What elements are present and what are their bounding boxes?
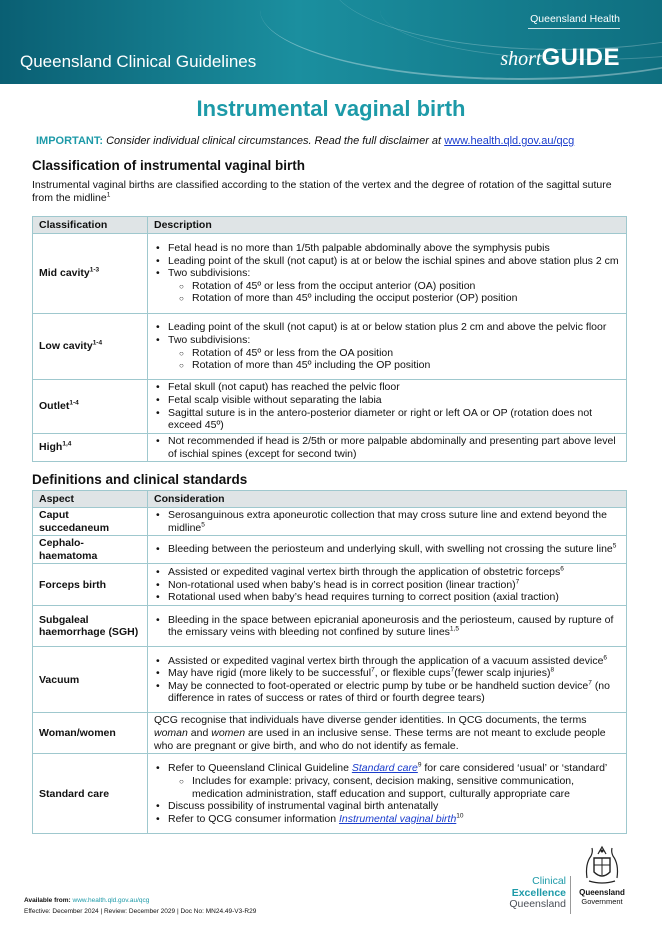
clinical-excellence-logo xyxy=(500,876,566,911)
short-guide-logo xyxy=(500,44,620,72)
queensland-government-logo xyxy=(576,844,628,906)
list-item: • May have rigid (more likely to be successful$^7$, or flexible cups$^7$(fewer scalp injuries)$^8$ xyxy=(154,667,620,680)
definitions-heading: Definitions and clinical standards xyxy=(32,472,248,487)
list-item: • Discuss possibility of instrumental vaginal birth antenatally xyxy=(154,800,620,813)
list-item: • Serosanguinous extra aponeurotic collection that may cross suture line and extend beyond the midline$^5$ xyxy=(154,509,620,534)
table-header-row xyxy=(33,491,627,508)
row-label: Mid cavity$^{1-3}$ xyxy=(33,234,148,314)
row-label: High$^{1,4}$ xyxy=(33,434,148,462)
list-item: • May be connected to foot-operated or electric pump by tube or be handheld suction device$^7$ (no difference in rates of success or rates of third or fourth degree tears) xyxy=(154,680,620,705)
table-row xyxy=(33,713,627,754)
row-description: QCG recognise that individuals have diverse gender identities. In QCG documents, the terms woman and women are used in an inclusive sense. These terms are not meant to exclude people who are pregnant or give birth, and who do not identify as female. xyxy=(148,713,627,754)
sub-list-item: ○ Includes for example: privacy, consent, decision making, sensitive communication, medication administration, staff education and support, culturally appropriate care xyxy=(178,775,620,800)
row-description xyxy=(148,234,627,314)
row-description xyxy=(148,754,627,834)
standard-care-link[interactable]: Standard care xyxy=(351,762,418,775)
table-row xyxy=(33,380,627,434)
table-row xyxy=(33,754,627,834)
column-header: Description xyxy=(148,217,627,234)
sub-list-item: ○ Rotation of 45º or less from the OA position xyxy=(178,347,620,360)
row-description xyxy=(148,314,627,380)
list-item: • Rotational used when baby’s head requires turning to correct position (axial traction) xyxy=(154,591,620,604)
intro-text: Instrumental vaginal births are classified according to the station of the vertex and the degree of rotation of the sagittal suture from the midline xyxy=(32,179,612,204)
list-item: • Refer to QCG consumer information Instrumental vaginal birth$^{10}$ xyxy=(154,813,620,826)
table-row xyxy=(33,234,627,314)
program-name: Queensland Clinical Guidelines xyxy=(20,52,257,71)
footer xyxy=(24,895,256,917)
list-item: • Assisted or expedited vaginal vertex birth through the application of a vacuum assisted device$^6$ xyxy=(154,655,620,668)
row-description xyxy=(148,564,627,606)
logo-text: Queensland xyxy=(509,898,566,910)
classification-table xyxy=(32,216,627,462)
row-label: Forceps birth xyxy=(33,564,148,606)
list-item: • Not recommended if head is 2/5th or more palpable abdominally and presenting part above level of ischial spines (except for second twin) xyxy=(154,435,620,460)
org-underline xyxy=(528,28,620,29)
table-row xyxy=(33,606,627,647)
list-item: • Leading point of the skull (not caput) is at or below the ischial spines and above station plus 2 cm xyxy=(154,255,620,268)
sub-list-item: ○ Rotation of more than 45º including the occiput posterior (OP) position xyxy=(178,292,620,305)
page-title: Instrumental vaginal birth xyxy=(196,96,466,121)
qg-sub: Government xyxy=(581,897,623,906)
coat-of-arms-icon xyxy=(581,844,623,886)
row-label: Woman/women xyxy=(33,713,148,754)
ref-sup: 1 xyxy=(106,191,111,199)
column-header: Classification xyxy=(33,217,148,234)
short-word: short xyxy=(500,48,542,70)
list-item: • Two subdivisions: ○ Rotation of 45º or less from the occiput anterior (OA) position ○ Rotation of more than 45º including the occiput posterior (OP) position xyxy=(154,267,620,305)
row-label: Caput succedaneum xyxy=(33,508,148,536)
row-description xyxy=(148,508,627,536)
available-label: Available from: xyxy=(24,897,71,904)
list-item: • Two subdivisions: ○ Rotation of 45º or less from the OA position ○ Rotation of more than 45º including the OP position xyxy=(154,334,620,372)
table-row xyxy=(33,536,627,564)
header-banner xyxy=(0,0,662,84)
list-item: • Assisted or expedited vaginal vertex birth through the application of obstetric forceps$^6$ xyxy=(154,566,620,579)
list-item: • Fetal scalp visible without separating the labia xyxy=(154,394,620,407)
important-notice xyxy=(36,135,574,147)
guide-word: GUIDE xyxy=(541,44,620,71)
list-item: • Refer to Queensland Clinical Guideline Standard care$^9$ for care considered ‘usual’ or ‘standard’ ○ Includes for example: privacy, consent, decision making, sensitive communication, medication administration, staff education and support, culturally appropriate care xyxy=(154,762,620,800)
table-row xyxy=(33,647,627,713)
table-header-row xyxy=(33,217,627,234)
list-item: • Sagittal suture is in the antero-posterior diameter or right or left OA or OP (rotation does not exceed 45º) xyxy=(154,407,620,432)
list-item: • Bleeding between the periosteum and underlying skull, with swelling not crossing the suture line$^5$ xyxy=(154,543,620,556)
definitions-table xyxy=(32,490,627,834)
row-label: Low cavity$^{1-4}$ xyxy=(33,314,148,380)
classification-heading: Classification of instrumental vaginal birth xyxy=(32,158,306,173)
list-item: • Fetal skull (not caput) has reached the pelvic floor xyxy=(154,381,620,394)
row-label: Subgaleal haemorrhage (SGH) xyxy=(33,606,148,647)
logo-text: Clinical xyxy=(532,875,566,887)
list-item: • Leading point of the skull (not caput) is at or below station plus 2 cm and above the pelvic floor xyxy=(154,321,620,334)
classification-intro xyxy=(32,179,632,205)
row-label: Vacuum xyxy=(33,647,148,713)
table-row xyxy=(33,508,627,536)
sub-list-item: ○ Rotation of more than 45º including the OP position xyxy=(178,359,620,372)
row-description xyxy=(148,647,627,713)
row-description xyxy=(148,434,627,462)
org-name: Queensland Health xyxy=(530,13,620,25)
row-description xyxy=(148,536,627,564)
list-item: • Non-rotational used when baby’s head is in correct position (linear traction)$^7$ xyxy=(154,579,620,592)
list-item: • Bleeding in the space between epicranial aponeurosis and the periosteum, caused by rupture of the emissary veins with bleeding not confined by suture lines$^{1,5}$ xyxy=(154,614,620,639)
logo-text: Excellence xyxy=(511,886,566,899)
important-label: IMPORTANT: xyxy=(36,135,104,147)
row-label: Cephalo-haematoma xyxy=(33,536,148,564)
table-row xyxy=(33,314,627,380)
consumer-info-link[interactable]: Instrumental vaginal birth xyxy=(338,812,457,825)
row-description xyxy=(148,380,627,434)
available-link[interactable]: www.health.qld.gov.au/qcg xyxy=(72,897,150,904)
table-row xyxy=(33,434,627,462)
list-item: • Fetal head is no more than 1/5th palpable abdominally above the symphysis pubis xyxy=(154,242,620,255)
qg-name: Queensland xyxy=(579,888,625,897)
logo-divider xyxy=(570,876,571,914)
disclaimer-link[interactable]: www.health.qld.gov.au/qcg xyxy=(444,135,575,147)
row-label: Outlet$^{1-4}$ xyxy=(33,380,148,434)
row-label: Standard care xyxy=(33,754,148,834)
table-row xyxy=(33,564,627,606)
important-text: Consider individual clinical circumstances. Read the full disclaimer at xyxy=(106,135,442,147)
column-header: Aspect xyxy=(33,491,148,508)
column-header: Consideration xyxy=(148,491,627,508)
effective-line: Effective: December 2024 | Review: December 2029 | Doc No: MN24.49-V3-R29 xyxy=(24,908,257,915)
row-description xyxy=(148,606,627,647)
sub-list-item: ○ Rotation of 45º or less from the occiput anterior (OA) position xyxy=(178,280,620,293)
